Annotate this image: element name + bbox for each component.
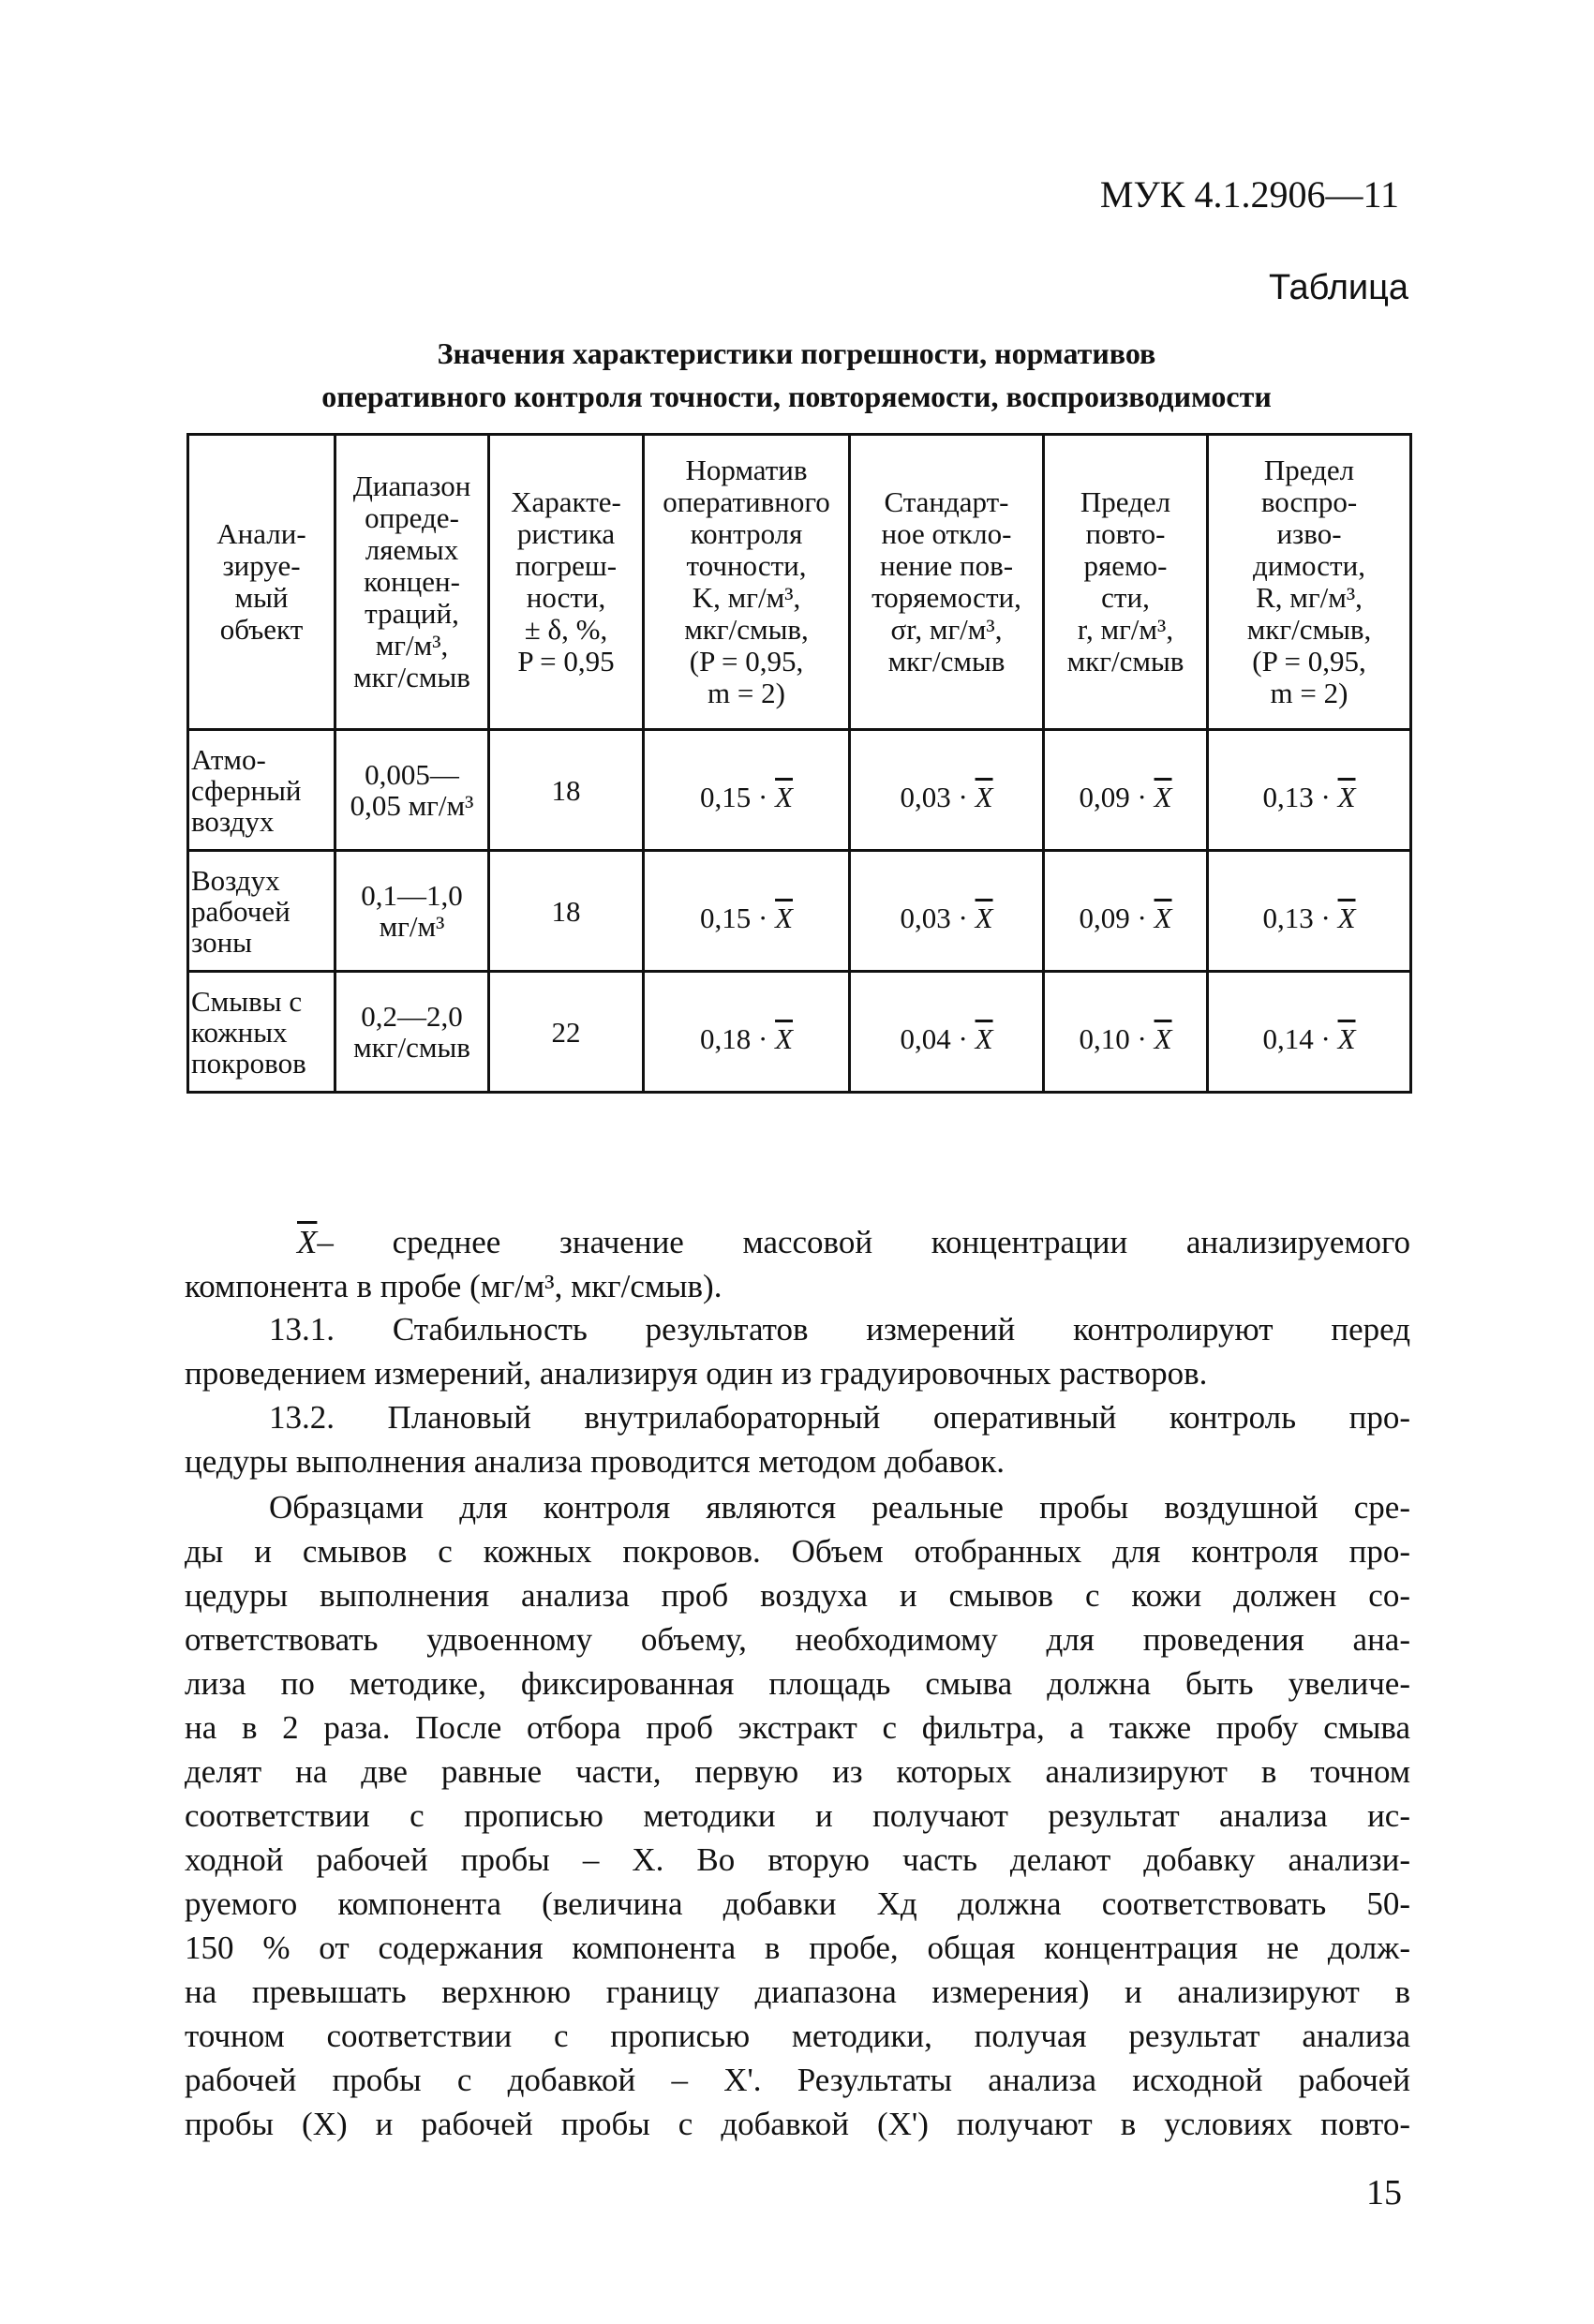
- text-line: точном соответствии с прописью методики, получая результат анализа: [185, 2018, 1410, 2054]
- limit-R-cell: [1208, 730, 1411, 851]
- table-row: [188, 972, 1411, 1093]
- text-line: Образцами для контроля являются реальные пробы воздушной сре-: [269, 1489, 1410, 1526]
- table-row: [188, 851, 1411, 972]
- header-line: ности,: [526, 581, 606, 614]
- header-line: димости,: [1253, 549, 1365, 582]
- header-line: мкг/смыв,: [684, 613, 809, 646]
- x-mean-symbol: $\overline{X}$: [975, 780, 993, 813]
- header-line: зируе-: [222, 549, 301, 582]
- header-cell-1: [335, 435, 489, 730]
- object-line: рабочей: [191, 894, 290, 928]
- object-line: покровов: [191, 1046, 306, 1080]
- range-line: 0,005—: [365, 758, 459, 791]
- text-line: делят на две равные части, первую из которых анализируют в точном: [185, 1753, 1410, 1790]
- text-line: рабочей пробы с добавкой – X'. Результаты анализа исходной рабочей: [185, 2062, 1410, 2098]
- x-mean-symbol: $\overline{X}$: [1154, 1021, 1172, 1055]
- text-line: 150 % от содержания компонента в пробе, общая концентрация не долж-: [185, 1929, 1410, 1966]
- analyzed-object-cell: [188, 851, 335, 972]
- header-line: сти,: [1101, 581, 1150, 614]
- coefficient: 0,03 ·: [900, 901, 968, 934]
- header-line: P = 0,95: [517, 645, 615, 678]
- note-line-2: компонента в пробе (мг/м³, мкг/смыв).: [185, 1268, 723, 1304]
- table-row: [188, 730, 1411, 851]
- table-title-line-1: Значения характеристики погрешности, нормативов: [437, 336, 1156, 370]
- header-line: мкг/смыв: [353, 661, 470, 693]
- range-line: мкг/смыв: [353, 1031, 470, 1064]
- x-mean-symbol: $\overline{X}$: [775, 1021, 793, 1055]
- header-line: K, мг/м³,: [692, 581, 801, 614]
- header-line: опреде-: [365, 501, 459, 534]
- coefficient: 0,09 ·: [1079, 901, 1147, 934]
- paragraph-13-1: [185, 1307, 1410, 1395]
- coefficient: 0,04 ·: [900, 1021, 968, 1055]
- table-title: [187, 332, 1406, 418]
- coefficient: 0,15 ·: [699, 901, 768, 934]
- header-line: мкг/смыв: [887, 645, 1006, 678]
- header-line: Предел: [1080, 485, 1171, 518]
- header-line: мкг/смыв: [1066, 645, 1184, 678]
- text-line: соответствии с прописью методики и получают результат анализа ис-: [185, 1797, 1410, 1834]
- header-line: торяемости,: [871, 581, 1021, 614]
- limit-r-cell: [1044, 730, 1208, 851]
- coefficient: 0,13 ·: [1262, 780, 1331, 813]
- table-label: Таблица: [1269, 268, 1408, 307]
- table-header-row: [188, 435, 1411, 730]
- range-line: мг/м³: [379, 910, 445, 943]
- header-line: ристика: [516, 517, 616, 550]
- header-cell-4: [850, 435, 1044, 730]
- x-mean-symbol: $\overline{X}$: [975, 1021, 993, 1055]
- object-line: кожных: [191, 1015, 288, 1049]
- header-cell-3: [644, 435, 850, 730]
- header-line: мый: [234, 581, 289, 614]
- limit-r-cell: [1044, 851, 1208, 972]
- header-cell-2: [489, 435, 644, 730]
- header-line: ± δ, %,: [524, 613, 608, 646]
- norm-k-cell: [644, 972, 850, 1093]
- header-line: изво-: [1276, 517, 1342, 550]
- header-line: r, мг/м³,: [1077, 613, 1174, 646]
- object-line: зоны: [191, 925, 252, 959]
- header-line: точности,: [686, 549, 807, 582]
- range-line: 0,05 мг/м³: [350, 789, 474, 822]
- header-line: оперативного: [663, 485, 830, 518]
- header-cell-5: [1044, 435, 1208, 730]
- paragraph-control-samples: [185, 1485, 1410, 2146]
- norm-k-cell: [644, 851, 850, 972]
- text-line: лиза по методике, фиксированная площадь смыва должна быть увеличе-: [185, 1665, 1410, 1702]
- text-line: цедуры выполнения анализа проб воздуха и смывов с кожи должен со-: [185, 1577, 1410, 1614]
- header-line: (P = 0,95,: [1252, 645, 1366, 678]
- coefficient: 0,03 ·: [900, 780, 968, 813]
- text-line: проведением измерений, анализируя один из градуировочных растворов.: [185, 1355, 1208, 1392]
- object-line: сферный: [191, 773, 302, 807]
- coefficient: 0,15 ·: [699, 780, 768, 813]
- range-cell: [335, 972, 489, 1093]
- header-line: m = 2): [708, 677, 785, 709]
- header-line: мг/м³,: [375, 629, 449, 662]
- coefficient: 0,09 ·: [1079, 780, 1147, 813]
- text-line: 13.1. Стабильность результатов измерений контролируют перед: [269, 1311, 1410, 1348]
- object-line: Смывы с: [191, 984, 303, 1018]
- x-mean-symbol: $\overline{X}$: [1154, 901, 1172, 934]
- x-mean-symbol: $\overline{X}$: [1337, 1021, 1356, 1055]
- error-cell: 18: [489, 851, 644, 972]
- header-line: контроля: [690, 517, 803, 550]
- text-line: ды и смывов с кожных покровов. Объем отобранных для контроля про-: [185, 1533, 1410, 1570]
- sigma-r-cell: [850, 851, 1044, 972]
- table-title-line-2: оперативного контроля точности, повторяемости, воспроизводимости: [321, 380, 1272, 413]
- header-line: Норматив: [685, 454, 808, 486]
- coefficient: 0,18 ·: [699, 1021, 768, 1055]
- error-characteristics-table: [186, 433, 1412, 1094]
- text-line: на превышать верхнюю границу диапазона измерения) и анализируют в: [185, 1974, 1410, 2010]
- coefficient: 0,14 ·: [1262, 1021, 1331, 1055]
- header-line: Стандарт-: [884, 485, 1009, 518]
- x-mean-symbol: $\overline{X}$: [775, 901, 793, 934]
- x-definition-note: [185, 1220, 1410, 1308]
- range-cell: [335, 851, 489, 972]
- text-line: на в 2 раза. После отбора проб экстракт с фильтра, а также пробу смыва: [185, 1709, 1410, 1746]
- range-cell: [335, 730, 489, 851]
- x-mean-symbol: $\overline{X}$: [297, 1224, 318, 1260]
- analyzed-object-cell: [188, 972, 335, 1093]
- x-mean-symbol: $\overline{X}$: [775, 780, 793, 813]
- page-number: 15: [1366, 2173, 1402, 2212]
- header-cell-0: [188, 435, 335, 730]
- document-code: МУК 4.1.2906—11: [1099, 173, 1399, 216]
- header-cell-6: [1208, 435, 1411, 730]
- header-line: m = 2): [1270, 677, 1348, 709]
- header-line: R, мг/м³,: [1256, 581, 1363, 614]
- header-line: погреш-: [514, 549, 618, 582]
- range-line: 0,2—2,0: [361, 1000, 463, 1033]
- sigma-r-cell: [850, 730, 1044, 851]
- header-line: ряемо-: [1083, 549, 1168, 582]
- object-line: Воздух: [191, 863, 280, 897]
- header-line: концен-: [364, 565, 460, 598]
- header-line: нение пов-: [879, 549, 1014, 582]
- header-line: воспро-: [1260, 485, 1358, 518]
- coefficient: 0,13 ·: [1262, 901, 1331, 934]
- header-line: мкг/смыв,: [1246, 613, 1372, 646]
- text-line: руемого компонента (величина добавки Xд должна соответствовать 50-: [185, 1885, 1410, 1922]
- text-line: ходной рабочей пробы – X. Во вторую часть делают добавку анализи-: [185, 1841, 1410, 1878]
- paragraph-13-2: [185, 1395, 1410, 1483]
- limit-r-cell: [1044, 972, 1208, 1093]
- header-line: ляемых: [365, 533, 459, 566]
- header-line: ное откло-: [881, 517, 1012, 550]
- text-line: ответствовать удвоенному объему, необходимому для проведения ана-: [185, 1621, 1410, 1658]
- header-line: Анали-: [216, 517, 306, 550]
- x-mean-symbol: $\overline{X}$: [975, 901, 993, 934]
- limit-R-cell: [1208, 972, 1411, 1093]
- text-line: пробы (X) и рабочей пробы с добавкой (X') получают в условиях повто-: [185, 2106, 1410, 2142]
- error-cell: 22: [489, 972, 644, 1093]
- sigma-r-cell: [850, 972, 1044, 1093]
- header-line: σr, мг/м³,: [890, 613, 1003, 646]
- note-line-1: $\overline{X}-$ среднее значение массовой концентрации анализируемого: [297, 1224, 1410, 1260]
- header-line: повто-: [1085, 517, 1166, 550]
- x-mean-symbol: $\overline{X}$: [1337, 901, 1356, 934]
- header-line: Диапазон: [352, 469, 471, 502]
- limit-R-cell: [1208, 851, 1411, 972]
- range-line: 0,1—1,0: [361, 879, 463, 912]
- header-line: объект: [219, 613, 304, 646]
- analyzed-object-cell: [188, 730, 335, 851]
- text-line: 13.2. Плановый внутрилабораторный оперативный контроль про-: [269, 1399, 1410, 1436]
- header-line: траций,: [365, 597, 459, 630]
- object-line: Атмо-: [191, 742, 266, 776]
- header-line: Характе-: [511, 485, 621, 518]
- header-line: Предел: [1263, 454, 1355, 486]
- text-line: цедуры выполнения анализа проводится методом добавок.: [185, 1443, 1006, 1480]
- x-mean-symbol: $\overline{X}$: [1154, 780, 1172, 813]
- object-line: воздух: [191, 804, 275, 838]
- error-cell: 18: [489, 730, 644, 851]
- header-line: (P = 0,95,: [689, 645, 804, 678]
- coefficient: 0,10 ·: [1079, 1021, 1147, 1055]
- norm-k-cell: [644, 730, 850, 851]
- x-mean-symbol: $\overline{X}$: [1337, 780, 1356, 813]
